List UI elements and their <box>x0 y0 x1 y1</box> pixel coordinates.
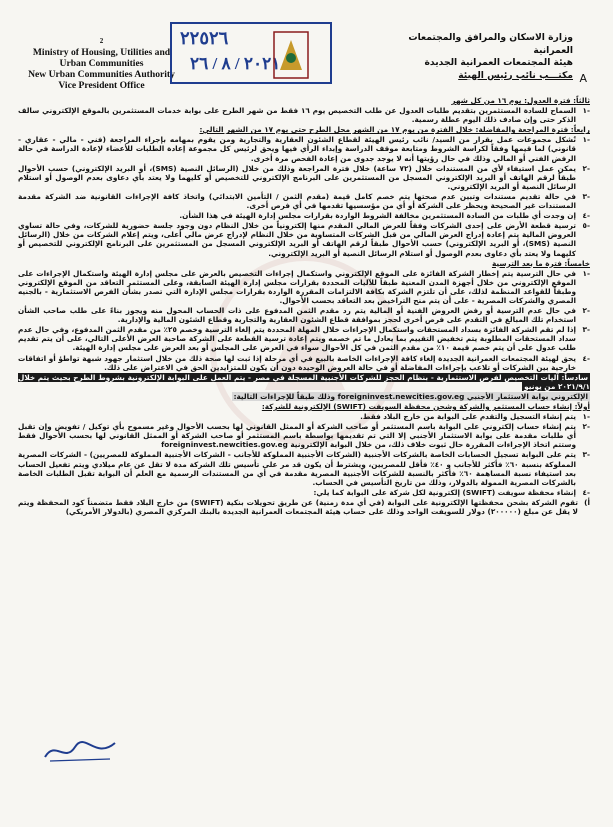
signature-icon <box>40 735 120 765</box>
list-item: -٤ إنشاء محفظة سويفت (SWIFT) إلكترونية لكل شركة على البوابة كما يلي: <box>313 487 590 497</box>
section-title-highlight: سادساً: آليات التخصيص لفرص الاستثمارية - بنظام الحجز للشركات الأجنبية المسجلة في مصر - يتم العمل على البوابة الإلكترونية بشروط الطرح بحيث يتم خلال ٢٠٢١/٩/١ من يونيو <box>18 372 590 391</box>
page-number: 2 <box>99 37 104 45</box>
authority-logo-icon <box>272 30 310 80</box>
list-item: -٣ يتم على البوابة تسجيل الحسابات الخاصة بالشركات الأجنبية (الشركات الأجنبية المملوكة للأجانب - الشركات الأجنبية المملوكة للمصريين) - الشركات المصرية المملوكة بنسبة ٦٠٪ فأكثر للأجانب و ٤٠٪ فأقل للمصريين، ويشترط أن يكون قد مر على تأسيس تلك الشركة مدة لا تقل عن عام ميلادي ويتم تفعيل الحساب بعد استيفاء نسبة المساهمة ٦٠٪ فأكثر بالنسبة للشركات الأجنبية المصرية مقدمة في أي من المستندات الرسمية مع العلم أن البوابة تقبل الطلبات الخاصة بالشركات المصرية الممولة بالدولار، وذلك من تاريخ التأسيس في الحساب. <box>18 450 590 487</box>
subsection-title: أولاً: إنشاء حساب المستثمر والشركة وشحن محفظة السويفت (SWIFT) الإلكترونية للشركة: <box>261 402 590 411</box>
header-right-line: وزارة الاسكان والمرافق والمجتمعات العمرانية <box>408 32 573 56</box>
list-item: -٢ يمكن عمل استيفاء لأي من المستندات خلال (٧٢ ساعة) خلال فترة المراجعة وذلك من خلال (الرسائل النصية (SMS)، أو البريد الإلكتروني) حسب الأحوال طبقاً لرقم الهاتف أو البريد الإلكتروني المسجل من المستثمرين على البرنامج الإلكتروني للتخصيص أو كليهما ولا يعتد بأي دعاوى بعدم الوصول أو استلام الرسائل النصية أو البريد الإلكتروني. <box>18 163 590 191</box>
header-left-line: Urban Communities <box>59 58 144 69</box>
list-item: -١ تُشكل مجموعات عمل بقرار من السيد/ نائب رئيس الهيئة لقطاع الشئون العقارية والتجارية ومن يقوم بمهامه بإجراء المراجعة (فني - مالي - عقاري - قانوني) لما قيمها وفقاً لكراسة الشروط ومتابعة موقف الدراسة وإبداء الرأي فيها ويحق لرئيس كل مجموعة إعادة الطلبات للأعضاء لإعادة الدراسة في حالة الرفض الفني أو المالي وذلك في حال رؤيتها أنه لا يوجد جدوى من إعادة الفحص مرة أخرى. <box>18 135 590 163</box>
list-item: -٥ ترسية قطعة الأرض على إحدى الشركات وفقاً للعرض المالي المقدم منها إلكترونياً من خلال النظام دون وجود جلسة حضورية للشركات، وفي حالة تساوي العروض المالية يتم إعادة إدراج العرض المالي من قبل الشركات المتساوية من خلال النظام لإدراج عرض مالي أعلى، ويتم إعلام الشركات من خلال (الرسائل النصية (SMS)، أو البريد الإلكتروني) حسب الأحوال طبقاً لرقم الهاتف أو البريد الإلكتروني المسجل من المستثمرين على البرنامج الإلكتروني للتخصيص أو كليهما ولا يعتد بأي دعاوى بعدم الوصول أو استلام الرسائل النصية أو البريد الإلكتروني. <box>18 221 590 258</box>
list-item: -١ السماح للسادة المستثمرين بتقديم طلبات العدول عن طلب التخصيص يوم ١٦ فقط من شهر الطرح على بوابة خدمات المستثمرين بالموقع الإلكتروني سالف الذكر حتى وإن صادف ذلك اليوم عطلة رسمية. <box>18 106 590 125</box>
header-left-line: New Urban Communities Authority <box>28 69 175 80</box>
header-left-line: Vice President Office <box>58 80 145 91</box>
section-title: رابعاً: فترة المراجعة والمفاضلة: خلال الفترة من يوم ١٧ من الشهر محل الطرح حتى يوم ١٧ من الشهر التالي: <box>199 125 590 135</box>
bullet-item: أ) تقوم الشركة بشحن محفظتها الإلكترونية على البوابة (في أي مدة زمنية) عن طريق تحويلات بنكية (SWIFT) من خارج البلاد فقط متضمناً كود المحفظة ويتم لا يقل عن مبلغ (٢٠٠٠٠٠) دولار للسويفت الواحد وذلك على حساب هيئة المجتمعات العمرانية الجديدة بالبنك المركزي المصري (بالدولار الأمريكي) <box>18 497 590 517</box>
stamp-date: ٢٠٢١ / ٨ / ٢٦ <box>190 54 281 73</box>
stamp-number: ٢٢٥٢٦ <box>180 28 229 48</box>
list-item: -٢ في حال عدم الترسية أو رفض العروض الفنية أو المالية يتم رد مقدم الثمن المدفوع على ذات الحساب المحول منه ويجوز بناءً على طلب صاحب الشأن استخدام تلك المبالغ في التقدم على فرص أخرى لحجز بموافقة قطاع الشئون العقارية والتجارية وقطاع الشئون المالية والإدارية. <box>18 306 590 325</box>
list-item: -٣ في حالة تقديم مستندات وتبين عدم صحتها يتم خصم كامل قيمة (مقدم الثمن / التأمين الابتدائي) واتخاذ كافة الإجراءات القانونية ضد الشركة مقدمة المستندات غير الصحيحة ويحظر على الشركة أو أي من مؤسسيها تقدمها في أي فرص أخرى. <box>18 191 590 211</box>
corner-letter: A <box>579 72 587 85</box>
list-item: -١ يتم إنشاء التسجيل والتقدم على البوابة من خارج البلاد فقط. <box>360 412 590 422</box>
list-item: -١ في حال الترسية يتم إخطار الشركة الفائزة على الموقع الإلكتروني واستكمال إجراءات التخصيص بالعرض على مجلس إدارة الهيئة واستكمال الإجراءات على الموقع الإلكتروني من خلال أجهزة المدن المعنية طبقاً للآليات المحددة بقرارات مجلس إدارة الهيئة السابقة، وعلى المستثمر التعاقد من الموقع الإلكتروني وطبقاً للقواعد المنظمة لذلك، على أن تلتزم الشركة بكافة الالتزامات المقررة الواردة بقرارات مجلس الإدارة التي تصدر بشأن الفرص الاستثمارية - بالجنيه المصري والشركات المصرية - على أن يتم منح التراخيص بعد التعاقد بحسب الأحوال. <box>18 268 590 305</box>
section-title: خامساً: فترة ما بعد الترسية <box>491 258 590 268</box>
list-item: -٣ إذا لم تقم الشركة الفائزة بسداد المستحقات واستكمال الإجراءات خلال المهلة المحددة يتم إلغاء الترسية وخصم ٢٥٪ من مقدم الثمن المدفوع، وفي حال عدم سداد المستحقات المطلوبة يتم تخفيض التقييم بما يعادل ما تم خصمه ويتم إعادة ترسية القطعة على الشركة صاحبة العرض الأعلى التالي، على أن يتم تقديم طلب عدول على أن يتم خصم قيمة ١٠٪ من مقدم الثمن في كل الأحوال سواء في العرض على المجلس أو بعد العرض على مجلس إدارة الهيئة. <box>18 325 590 353</box>
section-title: ثالثاً: فترة العدول: يوم ١٦ من كل شهر <box>451 96 590 105</box>
header-left-line: Ministry of Housing, Utilities and <box>32 47 171 58</box>
portal-line: الإلكتروني بوابة الاستثمار الأجنبي foreigninvest.newcities.gov.eg وذلك طبقاً للإجراءات التالية: <box>233 391 588 401</box>
list-item: -٤ إن وجدت أي طلبات من السادة المستثمرين مخالفة الشروط الواردة بقرارات مجلس إدارة الهيئة في هذا الشأن. <box>179 211 590 221</box>
list-item: -٤ يحق لهيئة المجتمعات العمرانية الجديدة إلغاء كافة الإجراءات الخاصة بالبيع في أي مرحلة إذا ثبت لها صحة ذلك من خلال استثمار جهود شبهة تواطؤ أو اتفاقات خارجية بين الشركات أو تلاعب بإجراءات المفاضلة أو في حالة العروض الوحيدة دون أن يكون للمتزايدين الحق في الاعتراض على ذلك. <box>18 353 590 372</box>
list-item: -٢ يتم إنشاء حساب إلكتروني على البوابة باسم المستثمر أو صاحب الشركة أو الممثل القانوني لها بحسب الأحوال وغير مسموح بأي توكيل / تفويض وإن تقبل أي طلبات مقدمة على بوابة الاستثمار الأجنبي إلا التي تم تقديمها بواسطة باسم المستثمر أو صاحب الشركة أو الممثل القانوني لها بحسب الأحوال فقط وستتم اتخاذ الإجراءات المقررة حال ثبوت خلاف ذلك، من خلال البوابة الإلكترونية foreigninvest.newcities.gov.eg <box>18 422 590 450</box>
header-right-arabic <box>403 32 573 82</box>
header-left-english <box>14 36 189 91</box>
header-right-line: هيئة المجتمعات العمرانية الجديدة <box>424 57 573 68</box>
header-right-line: مكتـــب نائب رئيس الهيئة <box>458 69 573 81</box>
document-body <box>18 96 590 517</box>
